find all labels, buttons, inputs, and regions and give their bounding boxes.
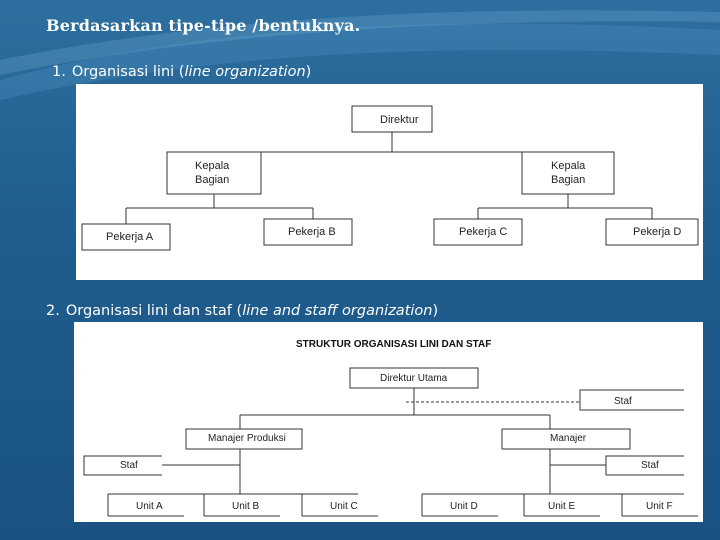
manajer-produksi-label: Manajer Produksi [208, 433, 286, 444]
line-staff-connectors [74, 322, 703, 522]
unit-e-label: Unit E [548, 501, 576, 512]
staf-left-label: Staf [120, 460, 138, 471]
staf-top-box [580, 390, 684, 410]
section-2-number: 2. [46, 303, 60, 319]
direktur-label: Direktur [380, 114, 419, 126]
slide-heading: Berdasarkan tipe-tipe /bentuknya. [46, 16, 361, 35]
section-1-title-suffix: ) [305, 64, 312, 80]
section-2-title-italic: line and staff organization [242, 303, 433, 319]
line-organization-diagram [76, 84, 703, 280]
section-1-title-italic: line organization [184, 64, 306, 80]
section-2-title-suffix: ) [432, 303, 439, 319]
line-staff-organization-diagram [74, 322, 703, 522]
unit-f-label: Unit F [646, 501, 673, 512]
section-1-number: 1. [52, 64, 66, 80]
section-2-title [46, 303, 438, 319]
unit-d-label: Unit D [450, 501, 478, 512]
unit-a-label: Unit A [136, 501, 163, 512]
pekerja-d-label: Pekerja D [633, 226, 682, 238]
manajer-label: Manajer [550, 433, 587, 444]
pekerja-c-label: Pekerja C [459, 226, 508, 238]
chart-title: STRUKTUR ORGANISASI LINI DAN STAF [296, 339, 492, 350]
staf-right-label: Staf [641, 460, 659, 471]
section-2-title-prefix: Organisasi lini dan staf ( [65, 303, 243, 319]
pekerja-b-label: Pekerja B [288, 226, 336, 238]
unit-b-label: Unit B [232, 501, 260, 512]
section-1-title [52, 64, 311, 80]
direktur-utama-label: Direktur Utama [380, 373, 448, 384]
section-1-title-prefix: Organisasi lini ( [71, 64, 185, 80]
kepala-bagian-left-label: Kepala Bagian [195, 160, 230, 186]
kepala-bagian-right-label: Kepala Bagian [551, 160, 586, 186]
staf-top-label: Staf [614, 396, 632, 407]
pekerja-a-label: Pekerja A [106, 231, 154, 243]
unit-c-label: Unit C [330, 501, 358, 512]
